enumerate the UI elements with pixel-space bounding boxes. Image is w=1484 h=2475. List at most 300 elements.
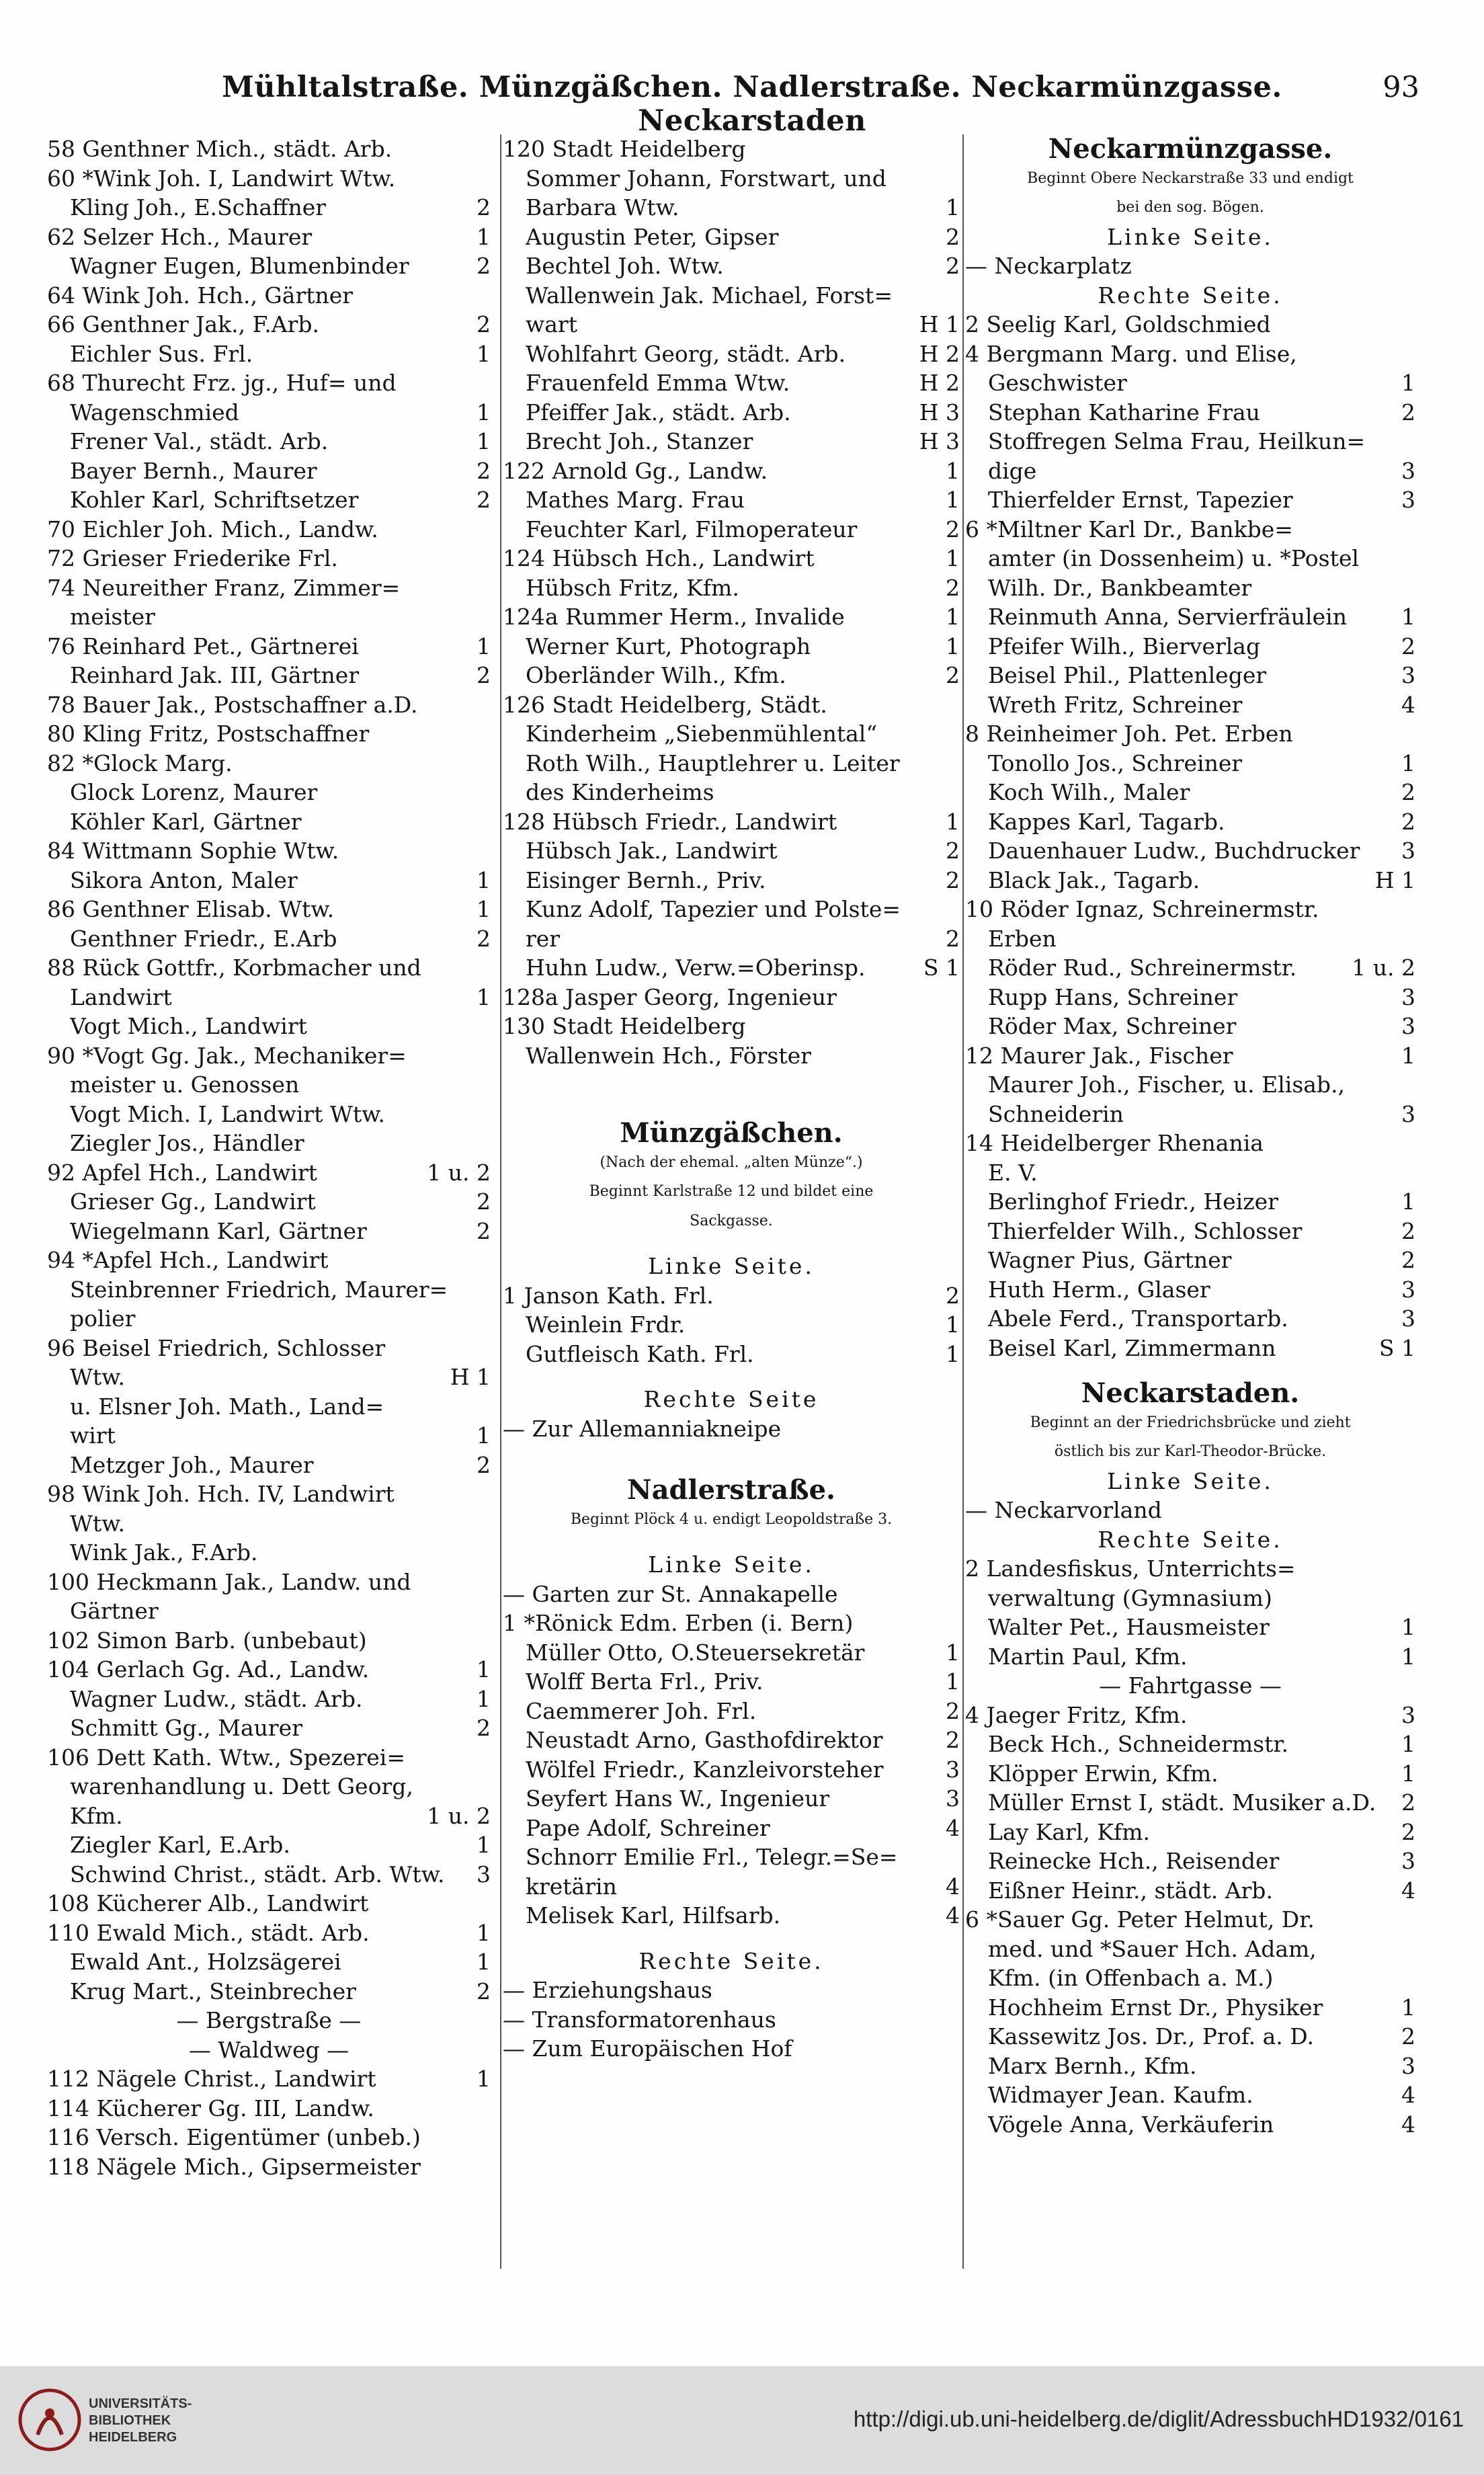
directory-entry	[503, 1041, 960, 1071]
directory-entry	[47, 1772, 491, 1801]
directory-entry	[47, 164, 491, 194]
entry-text: 8 Reinheimer Joh. Pet. Erben	[965, 721, 1293, 747]
directory-entry	[503, 953, 960, 983]
floor-number: 2	[477, 194, 491, 220]
directory-entry	[47, 719, 491, 749]
cross-street-marker	[47, 2035, 491, 2065]
floor-number: 2	[477, 457, 491, 484]
entry-text: Walter Pet., Hausmeister	[988, 1614, 1270, 1640]
entry-text: Dauenhauer Ludw., Buchdrucker	[988, 838, 1360, 864]
floor-number: 2	[1401, 1818, 1415, 1845]
entry-text: des Kinderheims	[526, 779, 714, 805]
directory-entry	[965, 1012, 1415, 1041]
entry-text: Beginnt an der Friedrichsbrücke und zieht	[1030, 1414, 1351, 1431]
entry-text: Oberländer Wilh., Kfm.	[526, 662, 786, 688]
directory-entry	[965, 1496, 1415, 1525]
floor-number: 2	[1401, 399, 1415, 425]
directory-entry	[965, 544, 1415, 573]
floor-number: 2	[1401, 1217, 1415, 1244]
directory-entry	[47, 749, 491, 778]
entry-text: 124a Rummer Herm., Invalide	[503, 604, 845, 630]
directory-entry	[503, 1580, 960, 1609]
floor-number: 3	[1401, 1100, 1415, 1127]
entry-text: Hochheim Ernst Dr., Physiker	[988, 1994, 1323, 2021]
directory-entry	[965, 515, 1415, 544]
floor-number: 2	[1401, 2023, 1415, 2050]
entry-text: polier	[70, 1305, 136, 1332]
entry-text: 104 Gerlach Gg. Ad., Landw.	[47, 1656, 370, 1682]
entry-text: Barbara Wtw.	[526, 194, 679, 220]
floor-number: 1	[1401, 1643, 1415, 1670]
floor-number: 1	[477, 428, 491, 454]
directory-entry	[965, 1642, 1415, 1672]
side-heading	[503, 1550, 960, 1580]
entry-text: dige	[988, 457, 1037, 484]
directory-entry	[47, 251, 491, 281]
directory-entry	[47, 1479, 491, 1509]
cross-street-marker	[47, 2006, 491, 2035]
floor-number: 2	[1401, 1789, 1415, 1816]
directory-entry	[47, 339, 491, 369]
directory-entry	[503, 1340, 960, 1369]
directory-entry	[47, 1713, 491, 1743]
entry-text: Schneiderin	[988, 1100, 1124, 1127]
directory-entry	[503, 427, 960, 456]
directory-entry	[965, 1275, 1415, 1305]
directory-entry	[47, 1304, 491, 1334]
entry-text: Wink Jak., F.Arb.	[70, 1539, 258, 1566]
entry-text: warenhandlung u. Dett Georg,	[70, 1773, 413, 1799]
directory-entry	[47, 1363, 491, 1392]
entry-text: 74 Neureither Franz, Zimmer=	[47, 574, 401, 601]
entry-text: — Bergstraße —	[176, 2007, 362, 2033]
directory-entry	[47, 1334, 491, 1363]
entry-text: Bayer Bernh., Maurer	[70, 457, 317, 484]
spacer	[503, 1102, 960, 1119]
entry-text: Müller Ernst I, städt. Musiker a.D.	[988, 1789, 1376, 1816]
directory-entry	[47, 134, 491, 164]
floor-number: 1	[477, 340, 491, 367]
entry-text: Röder Rud., Schreinermstr.	[988, 955, 1297, 981]
entry-text: Caemmerer Joh. Frl.	[526, 1697, 757, 1724]
entry-text: u. Elsner Joh. Math., Land=	[70, 1393, 384, 1420]
entry-text: (Nach der ehemal. „alten Münze“.)	[600, 1153, 863, 1171]
entry-text: Schmitt Gg., Maurer	[70, 1715, 302, 1741]
entry-text: Wtw.	[70, 1510, 126, 1537]
floor-number: 4	[946, 1902, 960, 1929]
entry-text: Wölfel Friedr., Kanzleivorsteher	[526, 1756, 884, 1783]
directory-entry	[47, 427, 491, 456]
directory-entry	[965, 632, 1415, 661]
entry-text: Wagner Pius, Gärtner	[988, 1247, 1232, 1273]
directory-entry	[503, 515, 960, 544]
entry-text: 128a Jasper Georg, Ingenieur	[503, 983, 837, 1010]
directory-entry	[503, 1726, 960, 1755]
entry-text: Reinmuth Anna, Servierfräulein	[988, 604, 1347, 630]
directory-entry	[47, 2123, 491, 2152]
directory-entry	[47, 1217, 491, 1246]
column-left	[47, 134, 491, 2181]
directory-entry	[965, 1217, 1415, 1246]
entry-text: Abele Ferd., Transportarb.	[988, 1305, 1288, 1332]
directory-entry	[47, 1889, 491, 1918]
directory-entry	[47, 368, 491, 398]
directory-entry	[47, 602, 491, 632]
floor-number: 1	[946, 808, 960, 835]
entry-text: Krug Mart., Steinbrecher	[70, 1978, 356, 2004]
floor-number: 2	[477, 1715, 491, 1741]
street-description	[965, 1408, 1415, 1438]
entry-text: Maurer Joh., Fischer, u. Elisab.,	[988, 1071, 1346, 1098]
entry-text: Melisek Karl, Hilfsarb.	[526, 1902, 781, 1929]
floor-number: 2	[1401, 779, 1415, 805]
floor-number: 1	[1401, 749, 1415, 776]
entry-text: Nadlerstraße.	[627, 1475, 835, 1505]
entry-text: Seyfert Hans W., Ingenieur	[526, 1785, 830, 1812]
entry-text: 70 Eichler Joh. Mich., Landw.	[47, 516, 378, 542]
entry-text: Wagner Ludw., städt. Arb.	[70, 1685, 363, 1712]
entry-text: 62 Selzer Hch., Maurer	[47, 223, 313, 250]
spacer	[503, 1235, 960, 1252]
entry-text: Rechte Seite.	[638, 1947, 824, 1974]
entry-text: Linke Seite.	[648, 1253, 815, 1279]
column-right	[965, 134, 1415, 2139]
floor-number: 2	[946, 1697, 960, 1724]
directory-entry	[503, 456, 960, 486]
entry-text: — Garten zur St. Annakapelle	[503, 1580, 838, 1607]
spacer	[503, 1443, 960, 1459]
entry-text: Widmayer Jean. Kaufm.	[988, 2082, 1253, 2108]
directory-entry	[47, 515, 491, 544]
directory-entry	[965, 778, 1415, 807]
directory-entry	[503, 1901, 960, 1931]
entry-text: Kappes Karl, Tagarb.	[988, 808, 1225, 835]
floor-number: 3	[1401, 2052, 1415, 2079]
directory-entry	[965, 573, 1415, 603]
floor-number: 2	[946, 866, 960, 893]
entry-text: meister	[70, 604, 155, 630]
directory-entry	[965, 749, 1415, 778]
entry-text: kretärin	[526, 1873, 617, 1900]
directory-entry	[503, 310, 960, 339]
floor-number: 1	[477, 2066, 491, 2092]
entry-text: 58 Genthner Mich., städt. Arb.	[47, 136, 393, 162]
directory-entry	[47, 281, 491, 311]
entry-text: 96 Beisel Friedrich, Schlosser	[47, 1334, 386, 1361]
directory-entry	[47, 1158, 491, 1188]
source-url-link[interactable]: http://digi.ub.uni-heidelberg.de/diglit/AdressbuchHD1932/0161	[853, 2406, 1464, 2431]
university-library-logo-icon	[17, 2388, 82, 2452]
entry-text: Ziegler Karl, E.Arb.	[70, 1832, 290, 1858]
entry-text: 124 Hübsch Hch., Landwirt	[503, 545, 815, 571]
directory-entry	[503, 1697, 960, 1726]
floor-number: 2	[477, 1978, 491, 2004]
entry-text: Rechte Seite.	[1098, 1526, 1283, 1553]
entry-text: bei den sog. Bögen.	[1116, 199, 1264, 216]
entry-text: meister u. Genossen	[70, 1071, 300, 1098]
entry-text: — Fahrtgasse —	[1099, 1672, 1282, 1699]
directory-entry	[503, 485, 960, 515]
floor-number: 2	[477, 1451, 491, 1478]
side-heading	[503, 1252, 960, 1281]
entry-text: Brecht Joh., Stanzer	[526, 428, 753, 454]
library-footer	[0, 2366, 1484, 2475]
column-divider	[962, 134, 964, 2269]
directory-entry	[503, 1976, 960, 2005]
directory-entry	[47, 1509, 491, 1539]
entry-text: 14 Heidelberger Rhenania	[965, 1130, 1264, 1156]
directory-entry	[503, 251, 960, 281]
entry-text: Klöpper Erwin, Kfm.	[988, 1760, 1219, 1787]
entry-text: 12 Maurer Jak., Fischer	[965, 1042, 1233, 1069]
entry-text: Eisinger Bernh., Priv.	[526, 866, 766, 893]
entry-text: 118 Nägele Mich., Gipsermeister	[47, 2153, 421, 2180]
floor-number: 1	[946, 487, 960, 513]
floor-number: 1	[1401, 1760, 1415, 1787]
floor-number: 3	[1401, 1013, 1415, 1039]
entry-text: Linke Seite.	[1107, 1467, 1274, 1494]
directory-entry	[965, 866, 1415, 895]
entry-text: Hübsch Jak., Landwirt	[526, 838, 778, 864]
entry-text: 98 Wink Joh. Hch. IV, Landwirt	[47, 1481, 395, 1507]
directory-entry	[965, 895, 1415, 924]
floor-number: 4	[1401, 1877, 1415, 1904]
entry-text: Kfm. (in Offenbach a. M.)	[988, 1965, 1274, 1991]
entry-text: 112 Nägele Christ., Landwirt	[47, 2066, 376, 2092]
entry-text: Wagenschmied	[70, 399, 239, 425]
floor-number: H 2	[919, 370, 960, 396]
directory-entry	[47, 836, 491, 866]
floor-number: 1	[477, 983, 491, 1010]
side-heading	[503, 1385, 960, 1414]
entry-text: E. V.	[988, 1159, 1038, 1186]
entry-text: Vogt Mich., Landwirt	[70, 1013, 307, 1039]
entry-text: Wallenwein Jak. Michael, Forst=	[526, 282, 893, 309]
floor-number: 3	[946, 1756, 960, 1783]
spacer	[503, 1369, 960, 1385]
floor-number: 3	[1401, 1848, 1415, 1874]
directory-entry	[503, 134, 960, 164]
floor-number: 2	[946, 838, 960, 864]
directory-entry	[47, 895, 491, 924]
entry-text: Beisel Karl, Zimmermann	[988, 1334, 1276, 1361]
street-description	[965, 164, 1415, 194]
directory-entry	[47, 2064, 491, 2094]
directory-entry	[503, 1872, 960, 1902]
entry-text: 106 Dett Kath. Wtw., Spezerei=	[47, 1744, 405, 1771]
entry-text: Münzgäßchen.	[620, 1119, 843, 1148]
floor-number: 1	[1401, 1731, 1415, 1757]
spacer	[503, 1931, 960, 1947]
directory-entry	[47, 1100, 491, 1129]
entry-text: Geschwister	[988, 370, 1127, 396]
entry-text: Sommer Johann, Forstwart, und	[526, 165, 887, 192]
entry-text: 1 *Rönick Edm. Erben (i. Bern)	[503, 1610, 854, 1636]
floor-number: 2	[477, 1217, 491, 1244]
floor-number: 2	[477, 925, 491, 952]
directory-entry	[47, 866, 491, 895]
entry-text: 130 Stadt Heidelberg	[503, 1013, 746, 1039]
floor-number: 3	[1401, 662, 1415, 688]
running-title: Mühltalstraße. Münzgäßchen. Nadlerstraße. Neckarmünzgasse. Neckarstaden	[222, 71, 1282, 138]
entry-text: — Zur Allemanniakneipe	[503, 1415, 782, 1442]
directory-entry	[503, 778, 960, 807]
entry-text: Müller Otto, O.Steuersekretär	[526, 1639, 865, 1666]
directory-entry	[47, 953, 491, 983]
directory-entry	[965, 2110, 1415, 2140]
directory-entry	[503, 924, 960, 954]
floor-number: 4	[946, 1873, 960, 1900]
floor-number: 1 u. 2	[427, 1802, 491, 1829]
floor-number: 4	[1401, 2111, 1415, 2138]
directory-entry	[503, 164, 960, 194]
entry-text: 128 Hübsch Friedr., Landwirt	[503, 808, 837, 835]
spacer	[503, 1534, 960, 1550]
entry-text: Beck Hch., Schneidermstr.	[988, 1731, 1288, 1757]
entry-text: Beginnt Plöck 4 u. endigt Leopoldstraße 3.	[570, 1510, 893, 1528]
entry-text: — Waldweg —	[188, 2036, 349, 2063]
entry-text: — Neckarvorland	[965, 1497, 1162, 1523]
entry-text: Wilh. Dr., Bankbeamter	[988, 574, 1252, 601]
floor-number: 1	[946, 457, 960, 484]
street-heading	[503, 1475, 960, 1505]
entry-text: — Transformatorenhaus	[503, 2006, 776, 2033]
directory-entry	[47, 1947, 491, 1977]
entry-text: 84 Wittmann Sophie Wtw.	[47, 838, 339, 864]
directory-entry	[47, 222, 491, 252]
entry-text: Ewald Ant., Holzsägerei	[70, 1949, 341, 1975]
directory-entry	[47, 1041, 491, 1071]
entry-text: Grieser Gg., Landwirt	[70, 1188, 316, 1215]
directory-entry	[965, 2022, 1415, 2052]
entry-text: 110 Ewald Mich., städt. Arb.	[47, 1919, 370, 1946]
directory-entry	[47, 193, 491, 222]
floor-number: 1	[946, 545, 960, 571]
directory-entry	[47, 1012, 491, 1041]
entry-text: Erben	[988, 925, 1057, 952]
directory-entry	[47, 690, 491, 720]
floor-number: H 3	[919, 428, 960, 454]
directory-entry	[965, 251, 1415, 281]
entry-text: Tonollo Jos., Schreiner	[988, 749, 1243, 776]
floor-number: 1	[1401, 1042, 1415, 1069]
directory-entry	[503, 573, 960, 603]
directory-entry	[965, 1158, 1415, 1188]
entry-text: Eißner Heinr., städt. Arb.	[988, 1877, 1273, 1904]
directory-entry	[47, 544, 491, 573]
entry-text: 78 Bauer Jak., Postschaffner a.D.	[47, 691, 418, 718]
directory-entry	[965, 2052, 1415, 2081]
side-heading	[503, 1947, 960, 1976]
directory-entry	[47, 1187, 491, 1217]
directory-entry	[47, 1977, 491, 2006]
directory-entry	[965, 339, 1415, 369]
directory-entry	[47, 1451, 491, 1480]
directory-entry	[965, 807, 1415, 837]
entry-text: Feuchter Karl, Filmoperateur	[526, 516, 858, 542]
floor-number: 4	[946, 1814, 960, 1841]
entry-text: 100 Heckmann Jak., Landw. und	[47, 1568, 411, 1595]
directory-entry	[47, 1801, 491, 1831]
page-header	[0, 71, 1484, 138]
directory-entry	[47, 778, 491, 807]
entry-text: Steinbrenner Friedrich, Maurer=	[70, 1276, 448, 1303]
entry-text: Wolff Berta Frl., Priv.	[526, 1668, 764, 1695]
directory-entry	[965, 427, 1415, 456]
entry-text: 122 Arnold Gg., Landw.	[503, 457, 768, 484]
floor-number: 1	[946, 1639, 960, 1666]
floor-number: 1	[477, 399, 491, 425]
entry-text: Stoffregen Selma Frau, Heilkun=	[988, 428, 1366, 454]
floor-number: 2	[946, 925, 960, 952]
floor-number: 1	[477, 1949, 491, 1975]
street-heading	[965, 1379, 1415, 1408]
floor-number: 2	[946, 1282, 960, 1309]
directory-entry	[503, 1609, 960, 1638]
directory-entry	[965, 1876, 1415, 1906]
entry-text: Wallenwein Hch., Förster	[526, 1042, 811, 1069]
floor-number: H 1	[919, 311, 960, 337]
directory-entry	[47, 1246, 491, 1275]
entry-text: Berlinghof Friedr., Heizer	[988, 1188, 1278, 1215]
entry-text: 1 Janson Kath. Frl.	[503, 1282, 714, 1309]
directory-entry	[503, 836, 960, 866]
entry-text: 88 Rück Gottfr., Korbmacher und	[47, 955, 421, 981]
directory-entry	[965, 1701, 1415, 1730]
floor-number: 1 u. 2	[1352, 955, 1415, 981]
street-heading	[503, 1119, 960, 1148]
directory-entry	[47, 2152, 491, 2182]
directory-entry	[965, 398, 1415, 428]
directory-entry	[965, 1334, 1415, 1363]
entry-text: 10 Röder Ignaz, Schreinermstr.	[965, 896, 1319, 922]
floor-number: 2	[1401, 808, 1415, 835]
entry-text: Rupp Hans, Schreiner	[988, 983, 1238, 1010]
directory-entry	[47, 1568, 491, 1597]
directory-entry	[965, 1246, 1415, 1275]
floor-number: 1	[946, 633, 960, 659]
directory-entry	[503, 602, 960, 632]
entry-text: Wreth Fritz, Schreiner	[988, 691, 1243, 718]
entry-text: — Neckarplatz	[965, 253, 1132, 279]
floor-number: 1	[1401, 1994, 1415, 2021]
entry-text: 66 Genthner Jak., F.Arb.	[47, 311, 320, 337]
directory-entry	[503, 719, 960, 749]
entry-text: Ziegler Jos., Händler	[70, 1130, 304, 1156]
directory-entry	[965, 953, 1415, 983]
entry-text: Thierfelder Wilh., Schlosser	[988, 1217, 1303, 1244]
directory-entry	[47, 456, 491, 486]
floor-number: H 1	[1374, 866, 1415, 893]
directory-entry	[965, 690, 1415, 720]
entry-text: med. und *Sauer Hch. Adam,	[988, 1935, 1317, 1962]
directory-entry	[47, 1421, 491, 1451]
directory-entry	[965, 1304, 1415, 1334]
floor-number: 2	[477, 662, 491, 688]
street-description	[503, 1177, 960, 1207]
directory-entry	[47, 1538, 491, 1568]
floor-number: 1	[1401, 1614, 1415, 1640]
directory-entry	[47, 485, 491, 515]
entry-text: Reinhard Jak. III, Gärtner	[70, 662, 360, 688]
directory-entry	[503, 632, 960, 661]
floor-number: 3	[1401, 838, 1415, 864]
entry-text: Eichler Sus. Frl.	[70, 340, 253, 367]
directory-entry	[503, 193, 960, 222]
directory-entry	[965, 1129, 1415, 1158]
floor-number: 1	[477, 1656, 491, 1682]
entry-text: Pfeiffer Jak., städt. Arb.	[526, 399, 791, 425]
